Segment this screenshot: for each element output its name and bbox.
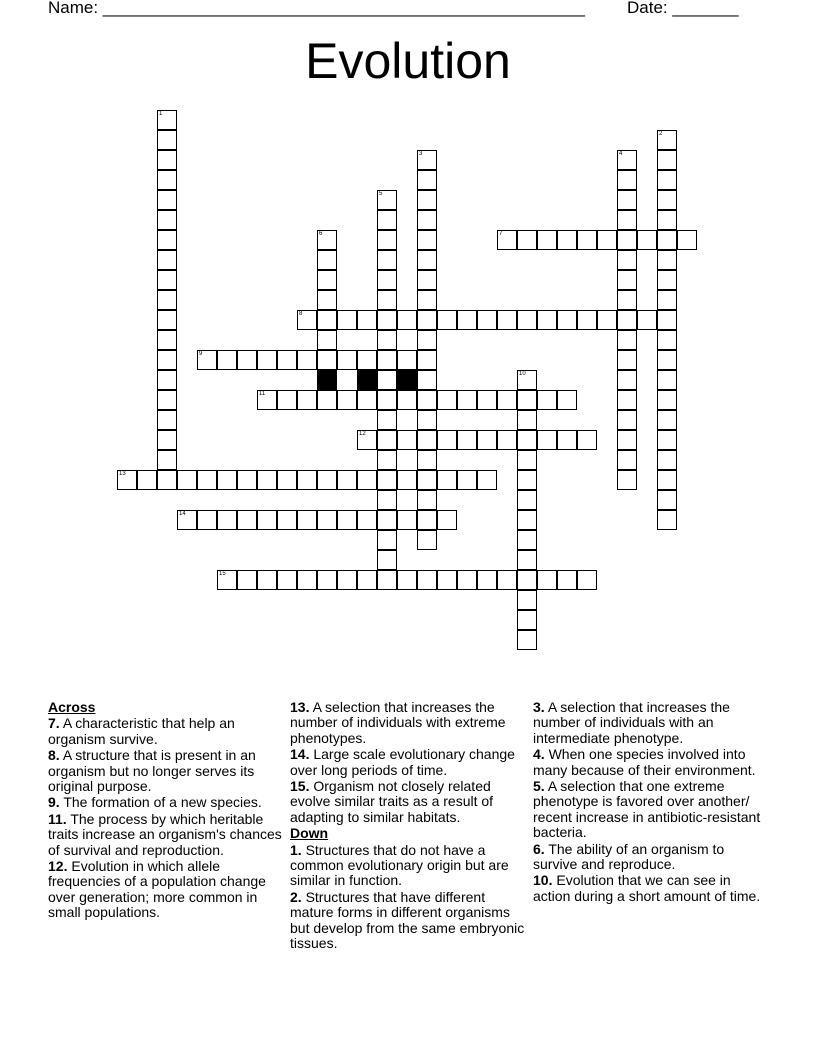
crossword-cell[interactable] [477, 390, 497, 410]
crossword-cell[interactable] [517, 470, 537, 490]
crossword-cell[interactable] [657, 490, 677, 510]
clue-down-4 [533, 747, 769, 778]
crossword-cell[interactable] [577, 570, 597, 590]
crossword-cell[interactable] [417, 170, 437, 190]
crossword-cell[interactable] [377, 190, 397, 210]
name-field[interactable]: Name: ___________________________________________________ [48, 0, 585, 17]
crossword-cell[interactable] [657, 170, 677, 190]
crossword-cell[interactable] [497, 570, 517, 590]
crossword-cell[interactable] [277, 470, 297, 490]
crossword-cell[interactable] [657, 250, 677, 270]
crossword-cell[interactable] [537, 390, 557, 410]
crossword-cell[interactable] [657, 430, 677, 450]
crossword-cell[interactable] [557, 430, 577, 450]
crossword-cell[interactable] [457, 390, 477, 410]
crossword-cell[interactable] [377, 430, 397, 450]
crossword-cell[interactable] [517, 230, 537, 250]
crossword-cell[interactable] [417, 290, 437, 310]
crossword-cell[interactable] [377, 530, 397, 550]
crossword-cell[interactable] [617, 390, 637, 410]
crossword-cell[interactable] [317, 470, 337, 490]
crossword-cell[interactable] [157, 170, 177, 190]
crossword-cell[interactable] [397, 350, 417, 370]
crossword-cell[interactable] [317, 570, 337, 590]
clue-number: 12. [48, 858, 68, 875]
crossword-cell[interactable] [337, 390, 357, 410]
crossword-cell[interactable] [317, 270, 337, 290]
crossword-cell[interactable] [617, 370, 637, 390]
crossword-cell[interactable] [417, 350, 437, 370]
crossword-cell[interactable] [517, 530, 537, 550]
crossword-cell[interactable] [657, 330, 677, 350]
crossword-cell[interactable] [557, 390, 577, 410]
clue-across-9 [48, 795, 284, 810]
crossword-cell[interactable] [297, 390, 317, 410]
crossword-cell[interactable] [397, 570, 417, 590]
crossword-cell[interactable] [457, 310, 477, 330]
clue-down-5 [533, 779, 769, 841]
crossword-cell[interactable] [497, 430, 517, 450]
crossword-cell[interactable] [157, 370, 177, 390]
crossword-cell[interactable] [377, 230, 397, 250]
crossword-cell[interactable] [157, 410, 177, 430]
crossword-cell[interactable] [657, 310, 677, 330]
crossword-cell[interactable] [337, 350, 357, 370]
clue-text: Organism not closely related evolve similar traits as a result of adapting to similar habitats. [290, 778, 494, 825]
crossword-cell[interactable] [157, 310, 177, 330]
clue-number: 9. [48, 794, 60, 811]
crossword-cell[interactable] [157, 210, 177, 230]
crossword-cell[interactable] [417, 210, 437, 230]
clue-column-3 [533, 700, 769, 905]
clue-text: Large scale evolutionary change over long periods of time. [290, 746, 515, 778]
crossword-cell[interactable] [377, 210, 397, 230]
crossword-cell[interactable] [517, 450, 537, 470]
crossword-cell[interactable] [417, 330, 437, 350]
crossword-cell[interactable] [377, 410, 397, 430]
crossword-cell[interactable] [437, 390, 457, 410]
crossword-cell[interactable] [597, 310, 617, 330]
crossword-cell[interactable] [517, 390, 537, 410]
crossword-cell[interactable] [357, 570, 377, 590]
crossword-cell[interactable] [377, 370, 397, 390]
clue-number: 2. [290, 888, 302, 905]
crossword-cell[interactable] [617, 210, 637, 230]
crossword-cell[interactable] [157, 150, 177, 170]
crossword-cell[interactable] [517, 430, 537, 450]
clue-number: 10. [533, 872, 553, 889]
crossword-cell[interactable] [297, 510, 317, 530]
clue-column-1 [48, 700, 284, 922]
crossword-cell[interactable] [537, 310, 557, 330]
crossword-cell[interactable] [357, 390, 377, 410]
crossword-cell[interactable] [357, 510, 377, 530]
crossword-cell[interactable] [217, 470, 237, 490]
crossword-cell[interactable] [417, 510, 437, 530]
crossword-cell[interactable] [617, 250, 637, 270]
crossword-cell[interactable] [377, 490, 397, 510]
crossword-cell[interactable] [157, 290, 177, 310]
crossword-cell[interactable] [417, 450, 437, 470]
crossword-cell[interactable] [277, 510, 297, 530]
crossword-cell[interactable] [557, 310, 577, 330]
crossword-cell[interactable] [657, 390, 677, 410]
clue-text: A structure that is present in an organism but no longer serves its original purpose. [48, 747, 256, 795]
crossword-cell[interactable] [417, 530, 437, 550]
crossword-cell[interactable] [537, 570, 557, 590]
crossword-cell[interactable] [377, 310, 397, 330]
crossword-cell[interactable] [197, 510, 217, 530]
crossword-cell[interactable] [477, 570, 497, 590]
crossword-cell[interactable] [417, 470, 437, 490]
clue-number: 6. [533, 840, 545, 857]
crossword-cell[interactable] [437, 310, 457, 330]
page-title: Evolution [305, 33, 511, 89]
crossword-cell[interactable] [557, 570, 577, 590]
crossword-cell[interactable] [377, 350, 397, 370]
crossword-cell[interactable] [477, 310, 497, 330]
crossword-cell[interactable] [417, 150, 437, 170]
clue-down-6 [533, 842, 769, 873]
crossword-cell[interactable] [257, 350, 277, 370]
crossword-cell[interactable] [537, 430, 557, 450]
crossword-cell[interactable] [517, 410, 537, 430]
crossword-cell[interactable] [597, 230, 617, 250]
crossword-cell[interactable] [577, 230, 597, 250]
crossword-cell[interactable] [517, 310, 537, 330]
crossword-cell[interactable] [377, 250, 397, 270]
clue-number: 14. [290, 746, 310, 763]
crossword-cell[interactable] [357, 430, 377, 450]
crossword-cell[interactable] [157, 350, 177, 370]
crossword-cell[interactable] [577, 430, 597, 450]
clue-number-label: 14 [179, 511, 186, 517]
crossword-cell[interactable] [417, 230, 437, 250]
crossword-cell[interactable] [157, 390, 177, 410]
crossword-cell[interactable] [577, 310, 597, 330]
clue-text: Evolution in which allele frequencies of a population change over generation; more common in small populations. [48, 858, 266, 921]
crossword-cell[interactable] [377, 450, 397, 470]
crossword-cell[interactable] [617, 290, 637, 310]
crossword-cell[interactable] [197, 470, 217, 490]
clue-text: Structures that have different mature forms in different organisms but develop from the same embryonic tissues. [290, 888, 525, 952]
clue-down-2 [290, 890, 526, 952]
crossword-cell[interactable] [657, 190, 677, 210]
clue-number-label: 4 [619, 151, 623, 157]
crossword-cell[interactable] [417, 490, 437, 510]
crossword-cell[interactable] [377, 290, 397, 310]
crossword-cell[interactable] [257, 510, 277, 530]
crossword-cell[interactable] [637, 310, 657, 330]
clue-number-label: 7 [499, 231, 503, 237]
date-field[interactable]: Date: _______ [627, 0, 739, 17]
crossword-cell[interactable] [517, 590, 537, 610]
crossword-cell[interactable] [377, 570, 397, 590]
crossword-cell[interactable] [357, 310, 377, 330]
crossword-cell[interactable] [177, 470, 197, 490]
clue-text: When one species involved into many because of their environment. [533, 746, 756, 778]
crossword-cell[interactable] [217, 510, 237, 530]
crossword-cell[interactable] [657, 210, 677, 230]
crossword-cell[interactable] [157, 450, 177, 470]
crossword-cell[interactable] [557, 230, 577, 250]
crossword-cell[interactable] [217, 350, 237, 370]
clue-text: Structures that do not have a common evolutionary origin but are similar in function. [290, 841, 509, 889]
crossword-cell[interactable] [617, 170, 637, 190]
crossword-cell[interactable] [377, 270, 397, 290]
crossword-cell[interactable] [437, 470, 457, 490]
clue-text: A selection that increases the number of individuals with extreme phenotypes. [290, 699, 506, 746]
crossword-cell[interactable] [497, 230, 517, 250]
clue-across-7 [48, 716, 284, 747]
crossword-cell[interactable] [357, 350, 377, 370]
clue-number-label: 8 [299, 311, 303, 317]
crossword-cell[interactable] [377, 470, 397, 490]
crossword-cell[interactable] [657, 350, 677, 370]
crossword-cell[interactable] [617, 430, 637, 450]
crossword-cell[interactable] [517, 370, 537, 390]
crossword-cell[interactable] [617, 150, 637, 170]
crossword-cell[interactable] [197, 350, 217, 370]
clue-number-label: 2 [659, 131, 663, 137]
crossword-cell[interactable] [257, 390, 277, 410]
shaded-cell [357, 370, 377, 390]
crossword-cell[interactable] [657, 370, 677, 390]
clue-number-label: 3 [419, 151, 423, 157]
crossword-cell[interactable] [337, 570, 357, 590]
crossword-cell[interactable] [277, 390, 297, 410]
crossword-cell[interactable] [257, 470, 277, 490]
crossword-cell[interactable] [497, 310, 517, 330]
clue-across-13 [290, 700, 526, 746]
crossword-cell[interactable] [657, 130, 677, 150]
crossword-cell[interactable] [257, 570, 277, 590]
crossword-cell[interactable] [217, 570, 237, 590]
crossword-cell[interactable] [497, 390, 517, 410]
clue-number: 8. [48, 747, 60, 764]
clue-number-label: 12 [359, 431, 366, 437]
crossword-cell[interactable] [137, 470, 157, 490]
crossword-cell[interactable] [237, 470, 257, 490]
clue-number-label: 1 [159, 111, 163, 117]
clue-text: A selection that increases the number of individuals with an intermediate phenotype. [533, 699, 730, 746]
clue-number-label: 9 [199, 351, 203, 357]
crossword-cell[interactable] [317, 250, 337, 270]
clue-down-1 [290, 843, 526, 889]
crossword-cell[interactable] [157, 470, 177, 490]
crossword-cell[interactable] [617, 270, 637, 290]
crossword-cell[interactable] [317, 310, 337, 330]
clue-number: 1. [290, 841, 302, 858]
crossword-cell[interactable] [297, 470, 317, 490]
crossword-cell[interactable] [617, 230, 637, 250]
crossword-cell[interactable] [237, 570, 257, 590]
crossword-cell[interactable] [437, 430, 457, 450]
clue-across-12 [48, 859, 284, 921]
clue-down-10 [533, 873, 769, 904]
clue-number: 7. [48, 715, 60, 732]
crossword-cell[interactable] [177, 510, 197, 530]
crossword-cell[interactable] [377, 330, 397, 350]
crossword-cell[interactable] [317, 290, 337, 310]
crossword-cell[interactable] [657, 150, 677, 170]
clue-number: 15. [290, 778, 310, 795]
crossword-cell[interactable] [397, 430, 417, 450]
across-heading: Across [48, 699, 96, 715]
crossword-cell[interactable] [417, 570, 437, 590]
crossword-cell[interactable] [617, 470, 637, 490]
crossword-cell[interactable] [157, 190, 177, 210]
crossword-cell[interactable] [477, 430, 497, 450]
clue-text: The formation of a new species. [63, 794, 262, 811]
crossword-cell[interactable] [297, 350, 317, 370]
crossword-cell[interactable] [657, 290, 677, 310]
crossword-cell[interactable] [377, 510, 397, 530]
crossword-cell[interactable] [397, 510, 417, 530]
clue-across-14 [290, 747, 526, 778]
crossword-cell[interactable] [617, 190, 637, 210]
crossword-cell[interactable] [277, 350, 297, 370]
crossword-cell[interactable] [617, 310, 637, 330]
crossword-cell[interactable] [437, 570, 457, 590]
clue-number: 4. [533, 746, 545, 763]
crossword-cell[interactable] [157, 130, 177, 150]
down-heading: Down [290, 825, 329, 842]
crossword-cell[interactable] [477, 470, 497, 490]
crossword-cell[interactable] [657, 450, 677, 470]
crossword-cell[interactable] [317, 350, 337, 370]
crossword-cell[interactable] [537, 230, 557, 250]
clue-text: The process by which heritable traits increase an organism's chances of survival and reproduction. [48, 810, 282, 858]
crossword-cell[interactable] [457, 430, 477, 450]
clue-across-15 [290, 779, 526, 825]
crossword-cell[interactable] [277, 570, 297, 590]
crossword-cell[interactable] [417, 370, 437, 390]
crossword-cell[interactable] [397, 390, 417, 410]
clue-number-label: 10 [519, 371, 526, 377]
clue-number: 11. [48, 810, 67, 827]
crossword-cell[interactable] [317, 510, 337, 530]
crossword-cell[interactable] [337, 310, 357, 330]
crossword-cell[interactable] [517, 610, 537, 630]
crossword-cell[interactable] [157, 270, 177, 290]
crossword-cell[interactable] [657, 510, 677, 530]
crossword-cell[interactable] [657, 230, 677, 250]
crossword-cell[interactable] [437, 510, 457, 530]
clue-across-11 [48, 812, 284, 858]
crossword-cell[interactable] [237, 350, 257, 370]
crossword-cell[interactable] [517, 570, 537, 590]
crossword-cell[interactable] [157, 330, 177, 350]
crossword-cell[interactable] [377, 550, 397, 570]
clue-column-2 [290, 700, 526, 953]
crossword-cell[interactable] [617, 450, 637, 470]
crossword-cell[interactable] [517, 550, 537, 570]
crossword-cell[interactable] [317, 230, 337, 250]
crossword-cell[interactable] [237, 510, 257, 530]
crossword-cell[interactable] [457, 470, 477, 490]
clue-number-label: 15 [219, 571, 226, 577]
clue-number-label: 5 [379, 191, 383, 197]
crossword-cell[interactable] [417, 430, 437, 450]
crossword-cell[interactable] [677, 230, 697, 250]
crossword-cell[interactable] [617, 330, 637, 350]
crossword-cell[interactable] [617, 350, 637, 370]
clue-number: 13. [290, 699, 310, 715]
crossword-cell[interactable] [317, 390, 337, 410]
crossword-cell[interactable] [377, 390, 397, 410]
clue-down-3 [533, 700, 769, 746]
crossword-cell[interactable] [657, 410, 677, 430]
crossword-cell[interactable] [117, 470, 137, 490]
crossword-cell[interactable] [457, 570, 477, 590]
crossword-cell[interactable] [337, 470, 357, 490]
clue-number-label: 11 [259, 391, 266, 397]
clue-text: A characteristic that help an organism survive. [48, 715, 235, 747]
crossword-cell[interactable] [397, 310, 417, 330]
crossword-cell[interactable] [157, 250, 177, 270]
crossword-cell[interactable] [157, 110, 177, 130]
crossword-cell[interactable] [617, 410, 637, 430]
clue-number: 5. [533, 778, 545, 795]
clue-number-label: 6 [319, 231, 323, 237]
crossword-cell[interactable] [417, 390, 437, 410]
crossword-cell[interactable] [397, 470, 417, 490]
clue-text: A selection that one extreme phenotype is favored over another/ recent increase in antibiotic-resistant bacteria. [533, 778, 761, 841]
crossword-cell[interactable] [417, 250, 437, 270]
crossword-cell[interactable] [337, 510, 357, 530]
crossword-cell[interactable] [297, 570, 317, 590]
crossword-cell[interactable] [637, 230, 657, 250]
clue-text: Evolution that we can see in action during a short amount of time. [533, 872, 761, 904]
crossword-cell[interactable] [517, 510, 537, 530]
crossword-cell[interactable] [417, 270, 437, 290]
clue-across-8 [48, 748, 284, 794]
crossword-cell[interactable] [297, 310, 317, 330]
crossword-cell[interactable] [657, 270, 677, 290]
crossword-cell[interactable] [417, 410, 437, 430]
crossword-cell[interactable] [317, 330, 337, 350]
crossword-cell[interactable] [157, 230, 177, 250]
crossword-cell[interactable] [517, 490, 537, 510]
shaded-cell [317, 370, 337, 390]
clue-text: The ability of an organism to survive and reproduce. [533, 840, 725, 873]
shaded-cell [397, 370, 417, 390]
clue-number-label: 13 [119, 471, 126, 477]
crossword-cell[interactable] [657, 470, 677, 490]
crossword-cell[interactable] [417, 310, 437, 330]
crossword-cell[interactable] [417, 190, 437, 210]
crossword-cell[interactable] [517, 630, 537, 650]
crossword-cell[interactable] [157, 430, 177, 450]
clue-number: 3. [533, 699, 545, 715]
crossword-cell[interactable] [357, 470, 377, 490]
